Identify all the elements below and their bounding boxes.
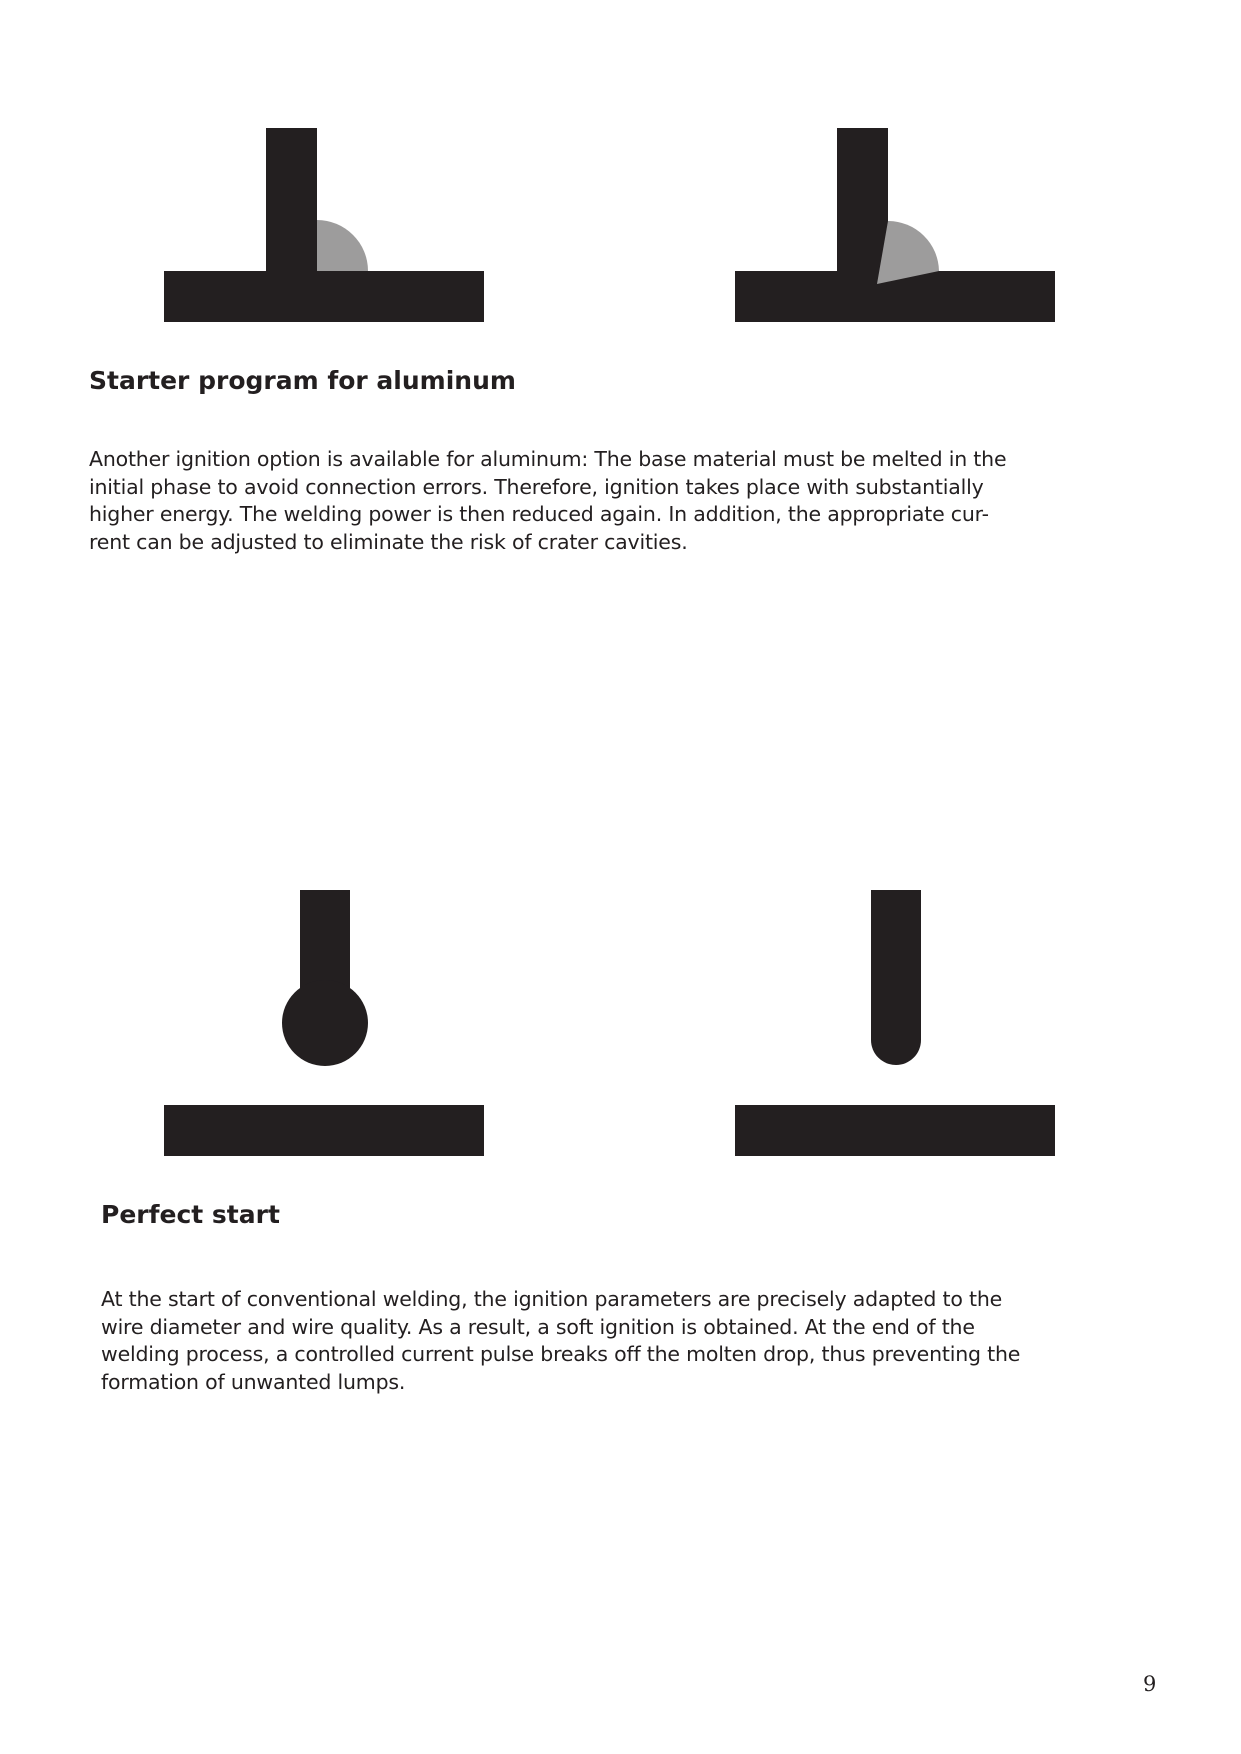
paragraph-starter-program: [89, 446, 1006, 556]
paragraph-perfect-start: [101, 1286, 1020, 1396]
base-plate: [164, 1105, 484, 1156]
text-line: wire diameter and wire quality. As a result, a soft ignition is obtained. At the end of the: [101, 1314, 975, 1339]
section-heading-starter-program: Starter program for aluminum: [89, 366, 516, 395]
vertical-plate: [837, 128, 888, 276]
text-line: formation of unwanted lumps.: [101, 1369, 406, 1394]
base-plate: [164, 271, 484, 322]
section-heading-perfect-start: Perfect start: [101, 1200, 280, 1229]
text-line: At the start of conventional welding, the ignition parameters are precisely adapted to the: [101, 1287, 1003, 1311]
text-line: welding process, a controlled current pulse breaks off the molten drop, thus preventing the: [101, 1342, 1021, 1366]
vertical-plate: [266, 128, 317, 276]
text-line: higher energy. The welding power is then reduced again. In addition, the appropriate cur-: [89, 502, 989, 526]
text-line: initial phase to avoid connection errors. Therefore, ignition takes place with substantially: [89, 474, 984, 499]
wire-with-molten-ball-diagram: [164, 890, 484, 1158]
text-line: Another ignition option is available for aluminum: The base material must be melted in the: [89, 447, 1007, 471]
welding-wire: [871, 890, 921, 1065]
text-line: rent can be adjusted to eliminate the risk of crater cavities.: [89, 529, 688, 554]
page-number: 9: [1143, 1672, 1157, 1696]
t-joint-good-weld-diagram: [164, 128, 484, 324]
base-plate: [735, 1105, 1055, 1156]
fillet-weld: [317, 220, 368, 271]
t-joint-defective-weld-diagram: [735, 128, 1055, 324]
wire-clean-tip-diagram: [735, 890, 1055, 1158]
molten-ball: [282, 980, 368, 1066]
